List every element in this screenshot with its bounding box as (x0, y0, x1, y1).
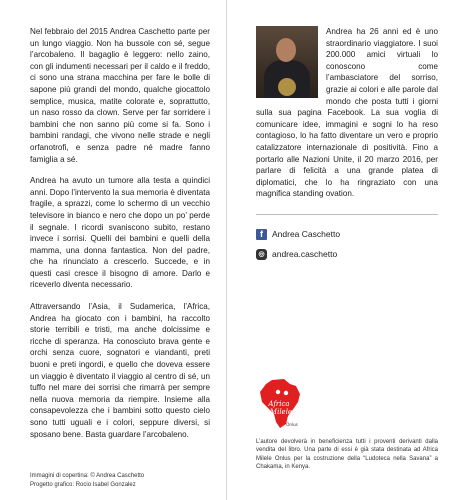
social-links (256, 214, 438, 260)
credit-graphic-design: Progetto grafico: Rocio Isabel Gonzalez (30, 482, 136, 488)
instagram-label: andrea.caschetto (272, 249, 338, 260)
facebook-link[interactable] (256, 229, 438, 240)
credits (30, 472, 144, 490)
credit-cover-images: Immagini di copertina: © Andrea Caschetto (30, 473, 145, 479)
fold-line (226, 0, 227, 500)
instagram-icon: ◎ (256, 249, 267, 260)
logo-text-africa: Africa (268, 400, 290, 408)
facebook-icon: f (256, 229, 267, 240)
logo-text-milele: Milele (269, 408, 293, 416)
africa-milele-logo (258, 378, 304, 430)
author-bio (256, 26, 438, 200)
charity-note: L’autore devolverà in beneficienza tutti i proventi derivanti dalla vendita del libro. Una parte di essi è già stata destinata ad Africa Milele Onlus per la costruzione della “Ludoteca nella Savana” a Chakama, in Kenya. (256, 439, 438, 471)
bio-text: Andrea ha 26 anni ed è uno straordinario viaggiatore. I suoi 200.000 amici virtuali lo conoscono come l’ambasciatore del sorriso, grazie ai colori e alle parole dal mondo che posta tutti i giorni sulla sua pagina Facebook. La sua voglia di comunicare idee, immagini e sogni lo ha reso contagioso, lo ha fatto diventare un vero e proprio catalizzatore internazionale di positività. Fino a portarlo alle Nazioni Unite, il 20 marzo 2016, per parlare di felicità a una grande platea di diplomatici, che lo ha ringraziato con una magnifica standing ovation. (256, 27, 438, 199)
logo-text-onlus: Onlus (286, 422, 298, 427)
facebook-label: Andrea Caschetto (272, 229, 341, 240)
paragraph-memory: Andrea ha avuto un tumore alla testa a quindici anni. Dopo l’intervento la sua memoria è diventata fragile, a sprazzi, come lo schermo di un vecchio televisore in bianco e nero che dopo un po’ perde il segnale. I ricordi svaniscono subito, restano invece i sorrisi. Quelli dei bambini e quelli della mamma, una donna fantastica. Non del padre, che ha rinunciato a crescerlo. Succede, e in questi casi cresce il bisogno di amore. Darlo e riceverlo diventa necessario. (30, 176, 210, 290)
author-photo (256, 26, 318, 98)
paragraph-journey: Nel febbraio del 2015 Andrea Caschetto parte per un lungo viaggio. Non ha bussole con sé, segue l’arcobaleno. Il bagaglio è leggero: nello zaino, con gli indumenti necessari per il caldo e il freddo, ci sono una strana macchina per fare le bolle di sapone più grandi del mondo, qualche giocattolo semplice, musica, matite colorate e, soprattutto, un naso rosso da clown. Serve per far sorridere i bambini che non sanno più come si fa. Sono i bambini randagi, che vivono nelle strade e negli orfanotrofi, e senza padre né madre fanno famiglia a sé. (30, 27, 210, 164)
left-flap (0, 0, 222, 500)
instagram-link[interactable] (256, 249, 438, 260)
paragraph-travels: Attraversando l’Asia, il Sudamerica, l’Africa, Andrea ha giocato con i bambini, ha raccolto storie terribili e tristi, ma anche dolcissime e ricche di speranza. Ha conosciuto brava gente e orchi senza cuore, sognatori e viandanti, preti buoni e preti ingordi, e quello che doveva essere un viaggio è diventato il viaggio al centro di sé, un tuffo nel mare dei sorrisi che rimarrà per sempre nella nuova memoria da riempire. Insieme alla consapevolezza che i bambini sotto questo cielo sono tutti uguali e i colori, seppure diversi, si sposano bene. Basta guardare l’arcobaleno. (30, 302, 210, 439)
